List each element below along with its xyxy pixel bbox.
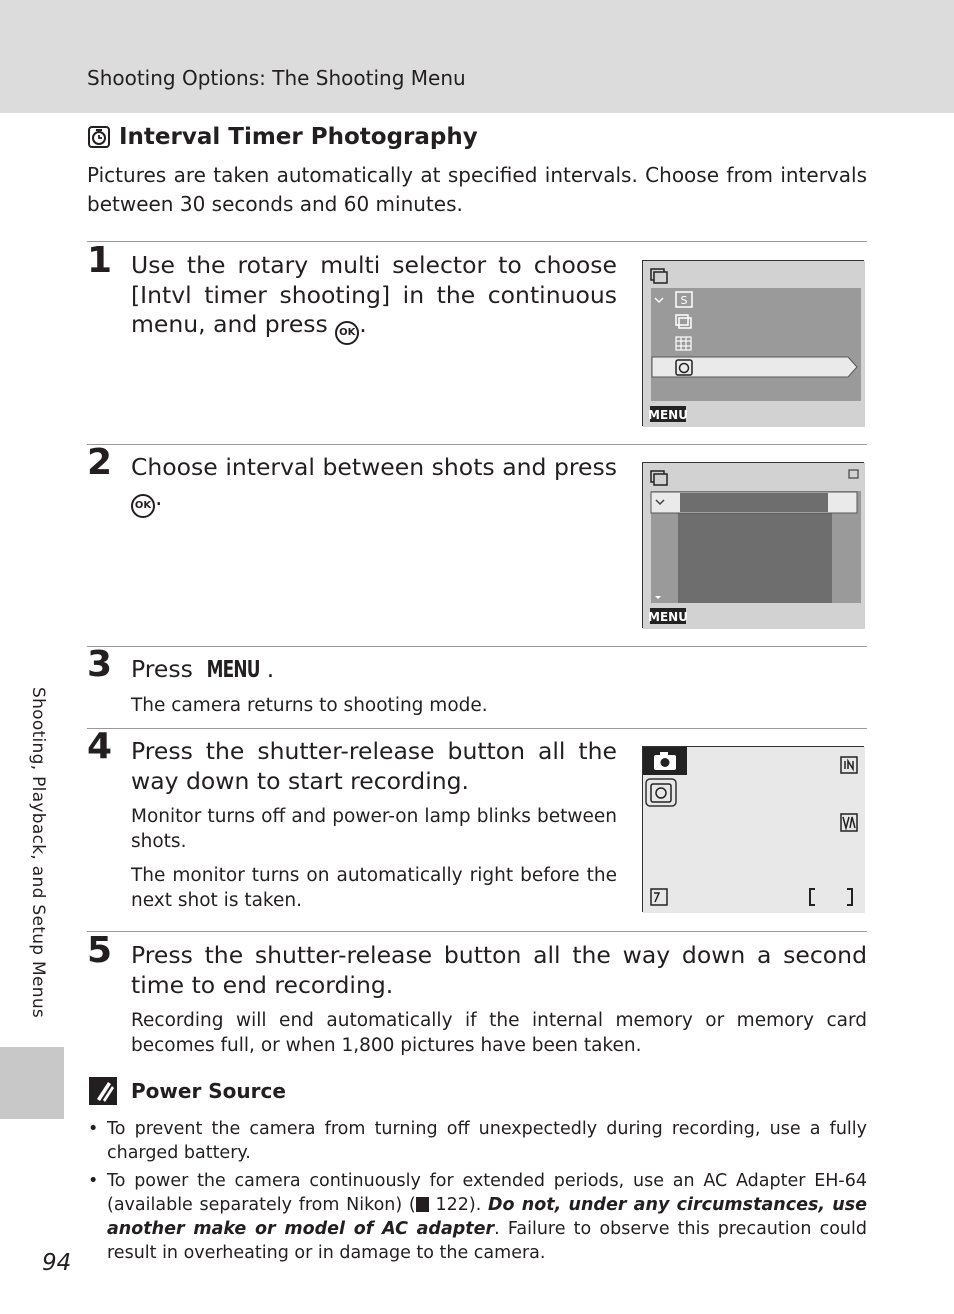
note-bullet-text [107, 1169, 867, 1265]
step-3-sub: The camera returns to shooting mode. [131, 695, 488, 716]
section-title-text: Interval Timer Photography [119, 124, 478, 150]
page-reference-icon [416, 1197, 429, 1212]
step-number: 1 [87, 240, 113, 281]
step-number: 3 [87, 644, 113, 685]
note-text-b: ). [468, 1195, 482, 1215]
step-1-period: . [359, 310, 367, 338]
bullet-dot: • [88, 1119, 99, 1139]
side-chapter-label: Shooting, Playback, and Setup Menus [28, 687, 48, 1019]
step-3-text-main: Press [131, 655, 193, 683]
menu-button-icon: MENU [206, 655, 261, 683]
bullet-dot: • [88, 1171, 99, 1191]
side-tab [0, 1047, 64, 1119]
note-text-a: To power the camera continuously for extended periods, use an AC Adapter EH-64 (available separately from Nikon) ( [107, 1171, 867, 1215]
divider [87, 241, 867, 242]
step-3-text [131, 655, 617, 685]
interval-select-screen [642, 462, 864, 628]
step-3-period: . [266, 655, 275, 683]
header-title: Shooting Options: The Shooting Menu [87, 66, 466, 90]
pencil-note-icon [89, 1077, 117, 1105]
page-number: 94 [42, 1250, 72, 1276]
menu-icon: MENU [648, 408, 688, 422]
ok-button-icon: OK [131, 494, 155, 518]
note-text-c: . Failure to observe this precaution could result in overheating or in damage to the camera. [107, 1219, 867, 1263]
ok-button-icon: OK [335, 321, 359, 345]
note-bullet-text: To prevent the camera from turning off unexpectedly during recording, use a fully charged battery. [107, 1119, 867, 1163]
divider [87, 646, 867, 647]
page-reference-number[interactable]: 122 [435, 1195, 469, 1215]
menu-icon: MENU [648, 610, 688, 624]
shooting-mode-screen [642, 746, 864, 912]
note-bullet [88, 1117, 867, 1165]
step-number: 5 [87, 930, 113, 971]
divider [87, 444, 867, 445]
intro-paragraph: Pictures are taken automatically at specified intervals. Choose from intervals between 30 seconds and 60 minutes. [87, 163, 867, 216]
step-4-sub-1: Monitor turns off and power-on lamp blinks between shots. [131, 806, 617, 852]
step-4-sub-2: The monitor turns on automatically right before the next shot is taken. [131, 865, 617, 911]
page-header [0, 0, 954, 113]
step-number: 4 [87, 726, 113, 767]
section-title [87, 124, 478, 150]
divider [87, 931, 867, 932]
continuous-menu-screen [642, 260, 864, 426]
note-warning: Do not, under any circumstances, use another make or model of AC adapter [107, 1195, 867, 1239]
note-bullet [88, 1169, 867, 1265]
step-2-period: . [155, 482, 163, 511]
single-icon: S [680, 294, 688, 307]
step-1-text-main: Use the rotary multi selector to choose [Intvl timer shooting] in the continuous menu, and press [131, 251, 617, 338]
note-title: Power Source [131, 1079, 286, 1103]
step-number: 2 [87, 442, 113, 483]
divider [87, 728, 867, 729]
step-5-text: Press the shutter-release button all the way down a second time to end recording. [131, 941, 867, 999]
step-2-text-main: Choose interval between shots and press [131, 453, 617, 481]
interval-timer-icon [87, 125, 111, 149]
step-1-text [131, 251, 617, 345]
step-5-sub: Recording will end automatically if the internal memory or memory card becomes full, or when 1,800 pictures have been taken. [131, 1010, 867, 1056]
step-2-text [131, 453, 617, 518]
step-4-text: Press the shutter-release button all the way down to start recording. [131, 737, 617, 795]
